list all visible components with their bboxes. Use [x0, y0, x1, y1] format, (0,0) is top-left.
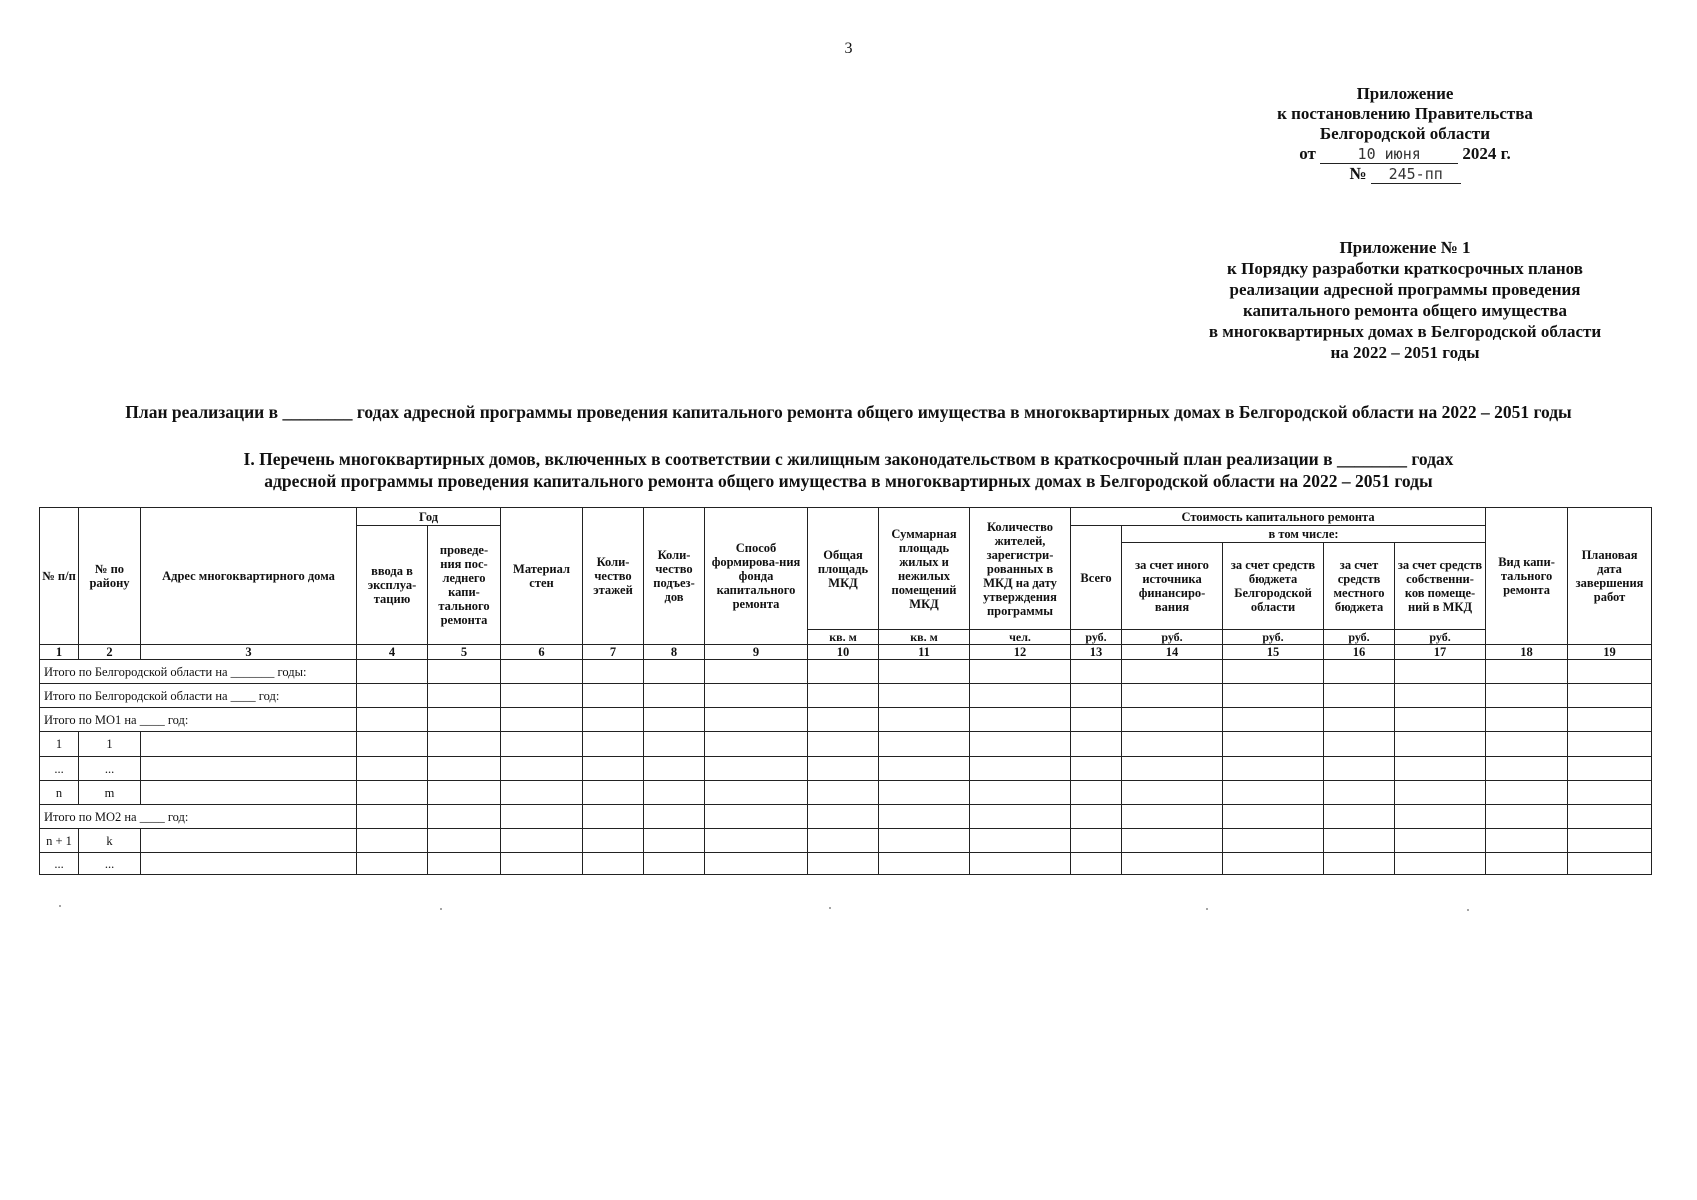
table-row	[40, 829, 1652, 853]
header-year-last-repair: проведе-ния пос-леднего капи-тального ремонта	[428, 526, 501, 645]
table-cell	[1486, 708, 1568, 732]
table-cell	[1395, 732, 1486, 757]
header-repair-type: Вид капи-тального ремонта	[1486, 508, 1568, 645]
table-cell	[1071, 708, 1122, 732]
header-residents: Количество жителей, зарегистри-рованных в МКД на дату утверждения программы	[970, 508, 1071, 630]
table-cell	[1324, 805, 1395, 829]
scan-speck	[59, 905, 61, 907]
table-cell	[879, 805, 970, 829]
table-cell	[1071, 660, 1122, 684]
table-cell	[1486, 732, 1568, 757]
table-cell	[1568, 660, 1652, 684]
table-cell	[1223, 829, 1324, 853]
table-cell	[808, 853, 879, 875]
table-cell	[644, 805, 705, 829]
appendix-title: Приложение	[1356, 84, 1454, 103]
subtotal-label: Итого по Белгородской области на ____ год:	[40, 684, 357, 708]
column-number: 4	[357, 645, 428, 660]
table-cell	[879, 757, 970, 781]
table-row	[40, 805, 1652, 829]
table-cell	[1223, 853, 1324, 875]
table-cell	[428, 684, 501, 708]
table-cell	[428, 732, 501, 757]
table-cell	[970, 708, 1071, 732]
table-cell	[970, 660, 1071, 684]
table-cell	[644, 853, 705, 875]
table-cell	[808, 684, 879, 708]
header-completion-date: Плановая дата завершения работ	[1568, 508, 1652, 645]
table-body	[40, 660, 1652, 875]
unit-residents: чел.	[970, 630, 1071, 645]
header-entrances: Коли-чество подъез-дов	[644, 508, 705, 645]
table-cell	[705, 853, 808, 875]
header-num-district: № по району	[79, 508, 141, 645]
table-cell	[583, 781, 644, 805]
table-cell	[1324, 853, 1395, 875]
table-cell	[583, 757, 644, 781]
table-cell	[705, 684, 808, 708]
table-cell	[1395, 805, 1486, 829]
table-row	[40, 757, 1652, 781]
appendix-block	[1230, 84, 1580, 184]
order-appendix-block	[1180, 237, 1630, 363]
table-cell	[808, 708, 879, 732]
row-number-cell: ...	[40, 757, 79, 781]
table-cell	[141, 781, 357, 805]
table-cell	[1395, 684, 1486, 708]
column-number: 13	[1071, 645, 1122, 660]
subtotal-label: Итого по МО1 на ____ год:	[40, 708, 357, 732]
table-cell	[705, 660, 808, 684]
column-number: 9	[705, 645, 808, 660]
table-cell	[1122, 660, 1223, 684]
row-number-cell: 1	[40, 732, 79, 757]
header-floors: Коли-чество этажей	[583, 508, 644, 645]
table-cell	[501, 732, 583, 757]
table-cell	[141, 732, 357, 757]
table-cell	[1324, 708, 1395, 732]
table-cell	[141, 757, 357, 781]
table-cell	[808, 829, 879, 853]
table-cell	[428, 853, 501, 875]
table-cell	[1324, 684, 1395, 708]
unit-total-area: кв. м	[808, 630, 879, 645]
column-number: 7	[583, 645, 644, 660]
unit-owners-funds: руб.	[1395, 630, 1486, 645]
table-cell	[705, 708, 808, 732]
table-cell	[357, 732, 428, 757]
table-row	[40, 684, 1652, 708]
row-number-cell: n	[40, 781, 79, 805]
table-cell	[705, 732, 808, 757]
table-row	[40, 708, 1652, 732]
table-cell	[644, 660, 705, 684]
table-cell	[808, 757, 879, 781]
number-value: 245-пп	[1371, 166, 1461, 184]
table-cell	[970, 781, 1071, 805]
table-cell	[1486, 757, 1568, 781]
page-number: 3	[844, 40, 853, 57]
table-cell	[1395, 853, 1486, 875]
table-cell	[428, 708, 501, 732]
table-cell	[705, 781, 808, 805]
order-appendix-title: Приложение № 1	[1339, 238, 1471, 257]
district-number-cell: 1	[79, 732, 141, 757]
order-appendix-line: к Порядку разработки краткосрочных планов	[1227, 259, 1583, 278]
table-cell	[1071, 684, 1122, 708]
table-cell	[501, 660, 583, 684]
table-cell	[1122, 732, 1223, 757]
table-cell	[1324, 660, 1395, 684]
table-cell	[357, 708, 428, 732]
table-cell	[1486, 829, 1568, 853]
column-number: 16	[1324, 645, 1395, 660]
table-cell	[141, 829, 357, 853]
date-prefix: от	[1299, 144, 1316, 163]
appendix-line: Белгородской области	[1319, 124, 1491, 143]
table-cell	[879, 708, 970, 732]
order-appendix-line: капитального ремонта общего имущества	[1243, 301, 1567, 320]
header-year-group: Год	[357, 508, 501, 526]
column-number: 2	[79, 645, 141, 660]
unit-total-cost: руб.	[1071, 630, 1122, 645]
table-cell	[501, 805, 583, 829]
table-cell	[1486, 805, 1568, 829]
table-cell	[428, 805, 501, 829]
order-appendix-line: реализации адресной программы проведения	[1229, 280, 1581, 299]
table-row	[40, 853, 1652, 875]
table-cell	[970, 757, 1071, 781]
column-number: 14	[1122, 645, 1223, 660]
table-cell	[1568, 853, 1652, 875]
table-cell	[1486, 684, 1568, 708]
scan-speck	[1206, 908, 1208, 910]
header-total-cost: Всего	[1071, 526, 1122, 630]
section-title-line: адресной программы проведения капитального ремонта общего имущества в многоквартирных домах в Белгородской области на 2022 – 2051 годы	[264, 471, 1433, 491]
table-cell	[428, 829, 501, 853]
header-including: в том числе:	[1122, 526, 1486, 543]
date-suffix: 2024 г.	[1462, 144, 1511, 163]
table-cell	[1395, 829, 1486, 853]
table-cell	[644, 829, 705, 853]
table-cell	[501, 757, 583, 781]
table-cell	[1568, 684, 1652, 708]
header-local-budget: за счет средств местного бюджета	[1324, 543, 1395, 630]
table-cell	[970, 805, 1071, 829]
table-cell	[879, 684, 970, 708]
table-cell	[1223, 781, 1324, 805]
district-number-cell: k	[79, 829, 141, 853]
header-num: № п/п	[40, 508, 79, 645]
table-cell	[1568, 757, 1652, 781]
table-cell	[1568, 781, 1652, 805]
table-cell	[705, 805, 808, 829]
table-cell	[357, 853, 428, 875]
table-cell	[1324, 829, 1395, 853]
table-cell	[1071, 757, 1122, 781]
table-cell	[141, 853, 357, 875]
table-row	[40, 732, 1652, 757]
table-cell	[1568, 805, 1652, 829]
row-number-cell: ...	[40, 853, 79, 875]
district-number-cell: ...	[79, 853, 141, 875]
table-cell	[1223, 684, 1324, 708]
order-appendix-line: на 2022 – 2051 годы	[1330, 343, 1480, 362]
table-cell	[1071, 805, 1122, 829]
table-cell	[1223, 732, 1324, 757]
column-number: 10	[808, 645, 879, 660]
scan-speck	[1467, 909, 1469, 911]
table-cell	[1395, 708, 1486, 732]
table-cell	[644, 781, 705, 805]
column-number: 3	[141, 645, 357, 660]
column-number: 6	[501, 645, 583, 660]
header-fund-method: Способ формирова-ния фонда капитального ремонта	[705, 508, 808, 645]
table-cell	[1122, 757, 1223, 781]
table-cell	[808, 805, 879, 829]
table-cell	[1122, 805, 1223, 829]
table-cell	[879, 660, 970, 684]
plan-title: План реализации в ________ годах адресной программы проведения капитального ремонта общего имущества в многоквартирных домах в Белгородской области на 2022 – 2051 годы	[125, 402, 1572, 422]
district-number-cell: ...	[79, 757, 141, 781]
table-cell	[1122, 708, 1223, 732]
table-cell	[428, 781, 501, 805]
table-cell	[1223, 708, 1324, 732]
table-cell	[808, 732, 879, 757]
appendix-number-line	[1230, 164, 1580, 184]
table-cell	[1324, 757, 1395, 781]
table-cell	[1223, 757, 1324, 781]
table-cell	[644, 684, 705, 708]
header-total-area: Общая площадь МКД	[808, 508, 879, 630]
appendix-date-line	[1230, 144, 1580, 164]
table-cell	[970, 732, 1071, 757]
table-cell	[357, 660, 428, 684]
column-number: 17	[1395, 645, 1486, 660]
table-cell	[1395, 660, 1486, 684]
table-cell	[1071, 829, 1122, 853]
header-regional-budget: за счет средств бюджета Белгородской области	[1223, 543, 1324, 630]
table-cell	[1568, 829, 1652, 853]
number-prefix: №	[1349, 164, 1367, 183]
district-number-cell: m	[79, 781, 141, 805]
table-row	[40, 660, 1652, 684]
table-cell	[705, 757, 808, 781]
scan-speck	[440, 908, 442, 910]
table-cell	[501, 829, 583, 853]
subtotal-label: Итого по Белгородской области на _______ годы:	[40, 660, 357, 684]
table-cell	[1324, 732, 1395, 757]
table-cell	[583, 829, 644, 853]
table-cell	[808, 781, 879, 805]
houses-table	[39, 507, 1652, 875]
header-living-area: Суммарная площадь жилых и нежилых помещений МКД	[879, 508, 970, 630]
table-cell	[357, 757, 428, 781]
table-cell	[357, 684, 428, 708]
header-year-commission: ввода в эксплуа-тацию	[357, 526, 428, 645]
table-cell	[583, 660, 644, 684]
table-cell	[1071, 781, 1122, 805]
table-cell	[583, 853, 644, 875]
table-cell	[501, 684, 583, 708]
table-cell	[1568, 732, 1652, 757]
table-cell	[879, 732, 970, 757]
column-number: 11	[879, 645, 970, 660]
table-cell	[1223, 805, 1324, 829]
appendix-line: к постановлению Правительства	[1277, 104, 1533, 123]
table-cell	[1071, 732, 1122, 757]
table-cell	[357, 781, 428, 805]
table-cell	[808, 660, 879, 684]
table-cell	[501, 853, 583, 875]
table-cell	[705, 829, 808, 853]
column-number: 12	[970, 645, 1071, 660]
table-cell	[357, 805, 428, 829]
table-row	[40, 781, 1652, 805]
table-cell	[583, 684, 644, 708]
table-cell	[1122, 781, 1223, 805]
table-cell	[1395, 757, 1486, 781]
row-number-cell: n + 1	[40, 829, 79, 853]
table-cell	[1071, 853, 1122, 875]
table-cell	[1324, 781, 1395, 805]
table-cell	[970, 829, 1071, 853]
table-cell	[644, 708, 705, 732]
table-cell	[879, 853, 970, 875]
table-cell	[357, 829, 428, 853]
section-title-line: I. Перечень многоквартирных домов, включенных в соответствии с жилищным законодательством в краткосрочный план реализации в ________ годах	[243, 449, 1454, 469]
table-cell	[1486, 660, 1568, 684]
table-cell	[1568, 708, 1652, 732]
column-number: 1	[40, 645, 79, 660]
table-cell	[501, 781, 583, 805]
section-title	[60, 448, 1637, 492]
column-numbers-row	[40, 645, 1652, 660]
table-cell	[501, 708, 583, 732]
header-cost-group: Стоимость капитального ремонта	[1071, 508, 1486, 526]
table-cell	[583, 732, 644, 757]
table-cell	[428, 757, 501, 781]
table-cell	[1486, 781, 1568, 805]
header-owners-funds: за счет средств собственни-ков помеще-ний в МКД	[1395, 543, 1486, 630]
table-cell	[583, 708, 644, 732]
column-number: 19	[1568, 645, 1652, 660]
header-wall-material: Материал стен	[501, 508, 583, 645]
table-cell	[970, 853, 1071, 875]
table-cell	[583, 805, 644, 829]
table-cell	[644, 732, 705, 757]
table-cell	[970, 684, 1071, 708]
table-cell	[879, 829, 970, 853]
date-value: 10 июня	[1320, 146, 1458, 164]
table-cell	[1486, 853, 1568, 875]
table-cell	[644, 757, 705, 781]
order-appendix-line: в многоквартирных домах в Белгородской области	[1208, 322, 1602, 341]
table-cell	[1395, 781, 1486, 805]
table-cell	[1223, 660, 1324, 684]
table-cell	[1122, 853, 1223, 875]
unit-regional-budget: руб.	[1223, 630, 1324, 645]
table-cell	[879, 781, 970, 805]
unit-living-area: кв. м	[879, 630, 970, 645]
unit-local-budget: руб.	[1324, 630, 1395, 645]
column-number: 18	[1486, 645, 1568, 660]
column-number: 5	[428, 645, 501, 660]
table-cell	[428, 660, 501, 684]
header-address: Адрес многоквартирного дома	[141, 508, 357, 645]
scan-speck	[829, 907, 831, 909]
header-other-sources: за счет иного источника финансиро-вания	[1122, 543, 1223, 630]
unit-other-sources: руб.	[1122, 630, 1223, 645]
subtotal-label: Итого по МО2 на ____ год:	[40, 805, 357, 829]
column-number: 8	[644, 645, 705, 660]
column-number: 15	[1223, 645, 1324, 660]
table-cell	[1122, 829, 1223, 853]
table-cell	[1122, 684, 1223, 708]
